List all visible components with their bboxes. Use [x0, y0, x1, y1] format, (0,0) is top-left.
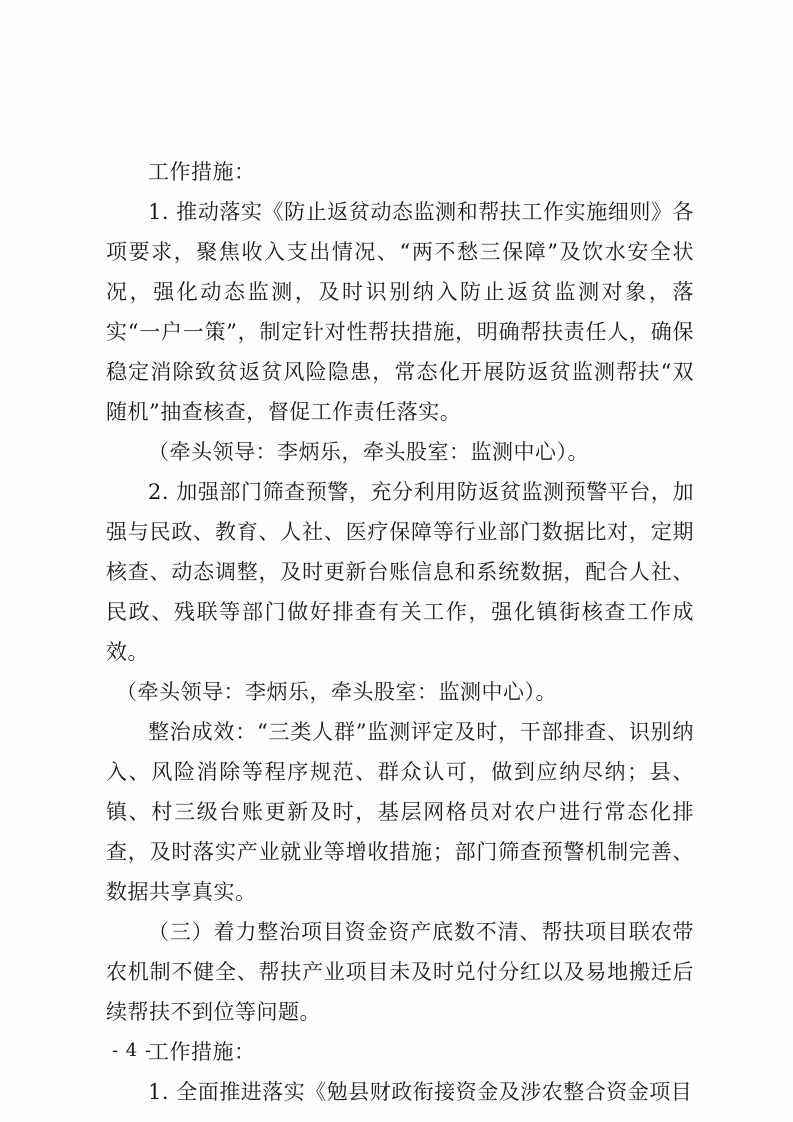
- paragraph-rectification-results: 整治成效：“三类人群”监测评定及时，干部排查、识别纳入、风险消除等程序规范、群众认可，做到应纳尽纳；县、镇、村三级台账更新及时，基层网格员对农户进行常态化排查，及时落实产业就业等增收措施；部门筛查预警机制完善、数据共享真实。: [106, 720, 694, 904]
- document-body: [106, 152, 694, 1112]
- paragraph-measure-2: 2. 加强部门筛查预警，充分利用防返贫监测预警平台，加强与民政、教育、人社、医疗保障等行业部门数据比对，定期核查、动态调整，及时更新台账信息和系统数据，配合人社、民政、残联等部门做好排查有关工作，强化镇街核查工作成效。: [106, 480, 694, 664]
- page-number: - 4 -: [112, 1040, 153, 1061]
- section-heading-work-measures: 工作措施：: [148, 160, 256, 184]
- paragraph-measure-1: 1. 推动落实《防止返贫动态监测和帮扶工作实施细则》各项要求，聚焦收入支出情况、“两不愁三保障”及饮水安全状况，强化动态监测，及时识别纳入防止返贫监测对象，落实“一户一策”，制定针对性帮扶措施，明确帮扶责任人，确保稳定消除致贫返贫风险隐患，常态化开展防返贫监测帮扶“双随机”抽查核查，督促工作责任落实。: [106, 200, 694, 424]
- paragraph-section-three: （三）着力整治项目资金资产底数不清、帮扶项目联农带农机制不健全、帮扶产业项目未及时兑付分红以及易地搬迁后续帮扶不到位等问题。: [106, 920, 694, 1024]
- paragraph-measure-3: 1. 全面推进落实《勉县财政衔接资金及涉农整合资金项目: [148, 1080, 693, 1104]
- paragraph-lead-note-2: （牵头领导：李炳乐，牵头股室：监测中心）。: [116, 680, 557, 704]
- paragraph-lead-note-1: （牵头领导：李炳乐，牵头股室：监测中心）。: [148, 440, 589, 464]
- section-heading-work-measures-2: 工作措施：: [148, 1040, 256, 1064]
